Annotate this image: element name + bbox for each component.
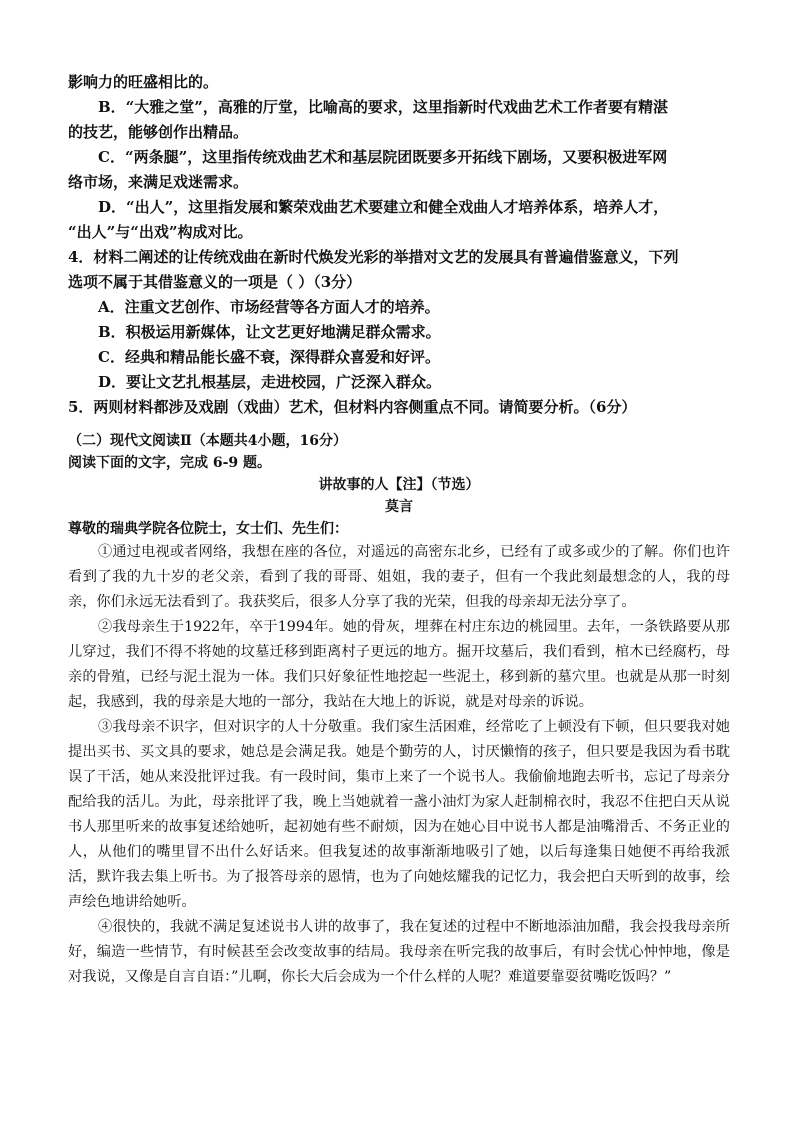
- section-instruction: 阅读下面的文字，完成 6-9 题。: [68, 455, 272, 471]
- paragraph-1: ①通过电视或者网络，我想在座的各位，对遥远的高密东北乡，已经有了或多或少的了解。你们也许看到了我的九十岁的老父亲，看到了我的哥哥、姐姐，我的妻子，但有一个我此刻最想念的人，我的母亲，你们永远无法看到了。我获奖后，很多人分享了我的光荣，但我的母亲却无法分享了。: [68, 544, 730, 610]
- q4-stem-line2: 选项不属于其借鉴意义的一项是（ ）（3分）: [68, 273, 362, 291]
- q4-option-a: A．注重文艺创作、市场经营等各方面人才的培养。: [98, 298, 440, 316]
- paragraph-4: ④很快的，我就不满足复述说书人讲的故事了，我在复述的过程中不断地添油加醋，我会投我母亲所好，编造一些情节，有时候甚至会改变故事的结局。我母亲在听完我的故事后，有时会忧心忡忡地，像是对我说，又像是自言自语：”儿啊，你长大后会成为一个什么样的人呢？难道要靠耍贫嘴吃饭吗？”: [68, 919, 730, 985]
- q3-option-d-line2: “出人”与“出戏”构成对比。: [68, 223, 253, 241]
- question-4-section: [68, 245, 730, 420]
- q3-option-b-line2: 的技艺，能够创作出精品。: [68, 123, 249, 141]
- q3-option-d-line1: D．“出人”，这里指发展和繁荣戏曲艺术要建立和健全戏曲人才培养体系，培养人才，: [98, 198, 669, 216]
- q4-option-c: C．经典和精品能长盛不衰，深得群众喜爱和好评。: [98, 348, 440, 366]
- q3-tail-text: 影响力的旺盛相比的。: [68, 73, 219, 91]
- q4-stem-line1: 4．材料二阐述的让传统戏曲在新时代焕发光彩的举措对文艺的发展具有普遍借鉴意义，下列: [68, 248, 679, 266]
- article-author: 莫言: [385, 499, 413, 515]
- q5-text: 5．两则材料都涉及戏剧（戏曲）艺术，但材料内容侧重点不同。请简要分析。（6分）: [68, 398, 637, 416]
- article-title: 讲故事的人【注】（节选）: [318, 477, 480, 493]
- salutation: 尊敬的瑞典学院各位院士，女士们、先生们：: [68, 521, 348, 537]
- question-3-section: [68, 70, 730, 245]
- q3-option-b-line1: B．“大雅之堂”，高雅的厅堂，比喻高的要求，这里指新时代戏曲艺术工作者要有精湛: [98, 98, 668, 116]
- paragraph-3: ③我母亲不识字，但对识字的人十分敬重。我们家生活困难，经常吃了上顿没有下顿，但只要我对她提出买书、买文具的要求，她总是会满足我。她是个勤劳的人，讨厌懒惰的孩子，但只要是我因为看书耽误了干活，她从来没批评过我。有一段时间，集市上来了一个说书人。我偷偷地跑去听书，忘记了母亲分配给我的活儿。为此，母亲批评了我，晚上当她就着一盏小油灯为家人赶制棉衣时，我忍不住把白天从说书人那里听来的故事复述给她听，起初她有些不耐烦，因为在她心目中说书人都是油嘴滑舌、不务正业的人，从他们的嘴里冒不出什么好话来。但我复述的故事渐渐地吸引了她，以后每逢集日她便不再给我派活，默许我去集上听书。为了报答母亲的恩情，也为了向她炫耀我的记忆力，我会把白天听到的故事，绘声绘色地讲给她听。: [68, 719, 730, 910]
- q3-option-c-line2: 络市场，来满足戏迷需求。: [68, 173, 249, 191]
- q4-option-d: D．要让文艺扎根基层，走进校园，广泛深入群众。: [98, 373, 442, 391]
- section-heading: （二）现代文阅读Ⅱ（本题共4小题，16分）: [68, 433, 348, 449]
- paragraph-2: ②我母亲生于1922年，卒于1994年。她的骨灰，埋葬在村庄东边的桃园里。去年，一条铁路要从那儿穿过，我们不得不将她的坟墓迁移到距离村子更远的地方。掘开坟墓后，我们看到，棺木已经腐朽，母亲的骨殖，已经与泥土混为一体。我们只好象征性地挖起一些泥土，移到新的墓穴里。也就是从那一时刻起，我感到，我的母亲是大地的一部分，我站在大地上的诉说，就是对母亲的诉说。: [68, 619, 730, 710]
- q4-option-b: B．积极运用新媒体，让文艺更好地满足群众需求。: [98, 323, 441, 341]
- q3-option-c-line1: C．“两条腿”，这里指传统戏曲艺术和基层院团既要多开拓线下剧场，又要积极进军网: [98, 148, 668, 166]
- reading-section: [68, 430, 730, 990]
